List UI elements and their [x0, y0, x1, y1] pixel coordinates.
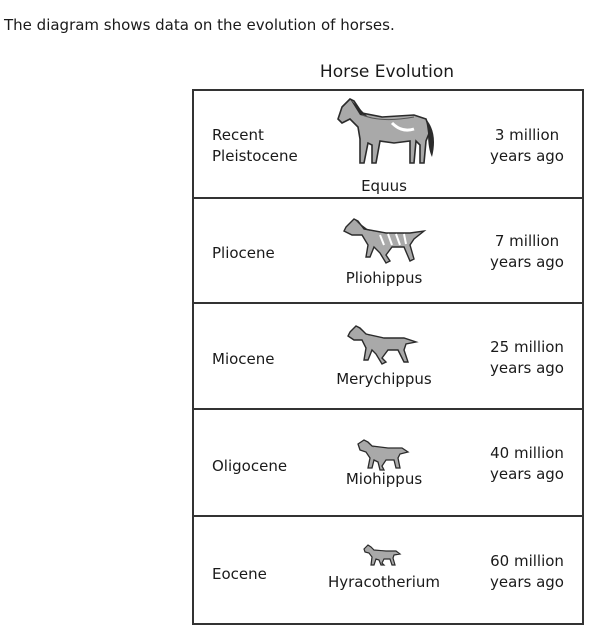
horse-name: Merychippus: [336, 370, 432, 388]
time-label: 3 million years ago: [490, 126, 564, 165]
horse-name: Hyracotherium: [327, 573, 440, 591]
era-label: Recent Pleistocene: [212, 126, 298, 165]
diagram-title: Horse Evolution: [319, 62, 455, 82]
miohippus-horse-icon: [356, 436, 410, 472]
table-row: [194, 410, 582, 517]
time-label: 40 million years ago: [490, 444, 564, 483]
horse-name: Pliohippus: [345, 269, 423, 287]
era-label: Pliocene: [212, 244, 275, 262]
era-label: Eocene: [212, 565, 267, 583]
intro-text: The diagram shows data on the evolution of horses.: [4, 16, 395, 34]
horse-name: Miohippus: [345, 470, 423, 488]
time-label: 7 million years ago: [490, 232, 564, 271]
table-row: [194, 304, 582, 410]
time-label: 25 million years ago: [490, 338, 564, 377]
time-label: 60 million years ago: [490, 552, 564, 591]
evolution-table: [192, 89, 584, 625]
merychippus-horse-icon: [346, 320, 420, 366]
pliohippus-horse-icon: [340, 211, 430, 267]
hyracotherium-horse-icon: [362, 543, 402, 567]
era-label: Miocene: [212, 350, 275, 368]
equus-horse-icon: [322, 93, 442, 177]
horse-name: Equus: [361, 177, 407, 195]
era-label: Oligocene: [212, 457, 288, 475]
table-row: [194, 91, 582, 199]
table-row: [194, 517, 582, 623]
table-row: [194, 199, 582, 304]
